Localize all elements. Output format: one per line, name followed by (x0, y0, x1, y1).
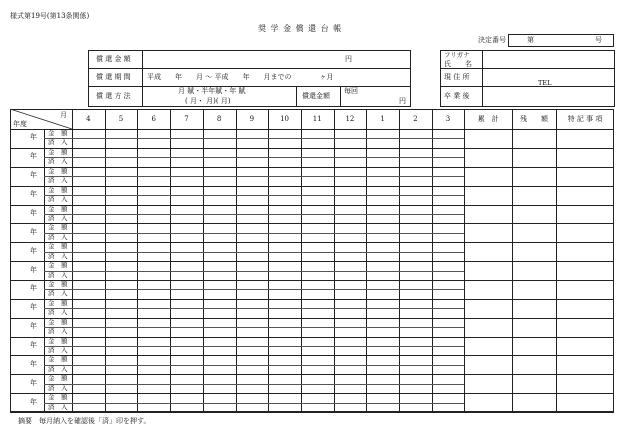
row-year-label: 年 (30, 246, 37, 255)
row-paid-label: 済 入 (48, 157, 68, 166)
month-col-4: 4 (86, 115, 91, 123)
row-amount-label: 金 額 (48, 317, 68, 326)
row-paid-label: 済 入 (48, 195, 68, 203)
row-paid-label: 済 入 (48, 346, 68, 354)
address-label: 現 住 所 (444, 73, 470, 81)
month-col-1: 1 (380, 115, 385, 123)
row-year-label: 年 (30, 190, 37, 198)
row-amount-label: 金 額 (48, 393, 68, 402)
footnote: 摘要 毎月納入を確認後「済」印を押す。 (18, 417, 151, 425)
row-amount-label: 金 額 (48, 261, 68, 270)
row-year-label: 年 (30, 322, 37, 331)
decision-suffix: 号 (595, 36, 602, 44)
method-months: ( 月・ 月)( 月) (185, 97, 231, 105)
row-year-label: 年 (30, 227, 37, 236)
row-year-label: 年 (30, 397, 37, 406)
row-amount-label: 金 額 (48, 279, 68, 288)
row-year-label: 年 (30, 341, 37, 349)
tel-label: TEL (538, 79, 552, 87)
method-label: 償 還 方 法 (96, 92, 131, 100)
summary-header-1: 残 額 (520, 115, 548, 123)
month-col-5: 5 (118, 115, 124, 123)
row-amount-label: 金 額 (48, 166, 68, 175)
row-year-label: 年 (30, 133, 37, 142)
month-col-2: 2 (413, 115, 418, 123)
decision-label: 決定番号 (478, 36, 506, 44)
name-label: 氏 名 (444, 60, 472, 68)
page-title: 奨 学 金 償 還 台 帳 (258, 24, 343, 33)
row-paid-label: 済 入 (48, 251, 68, 260)
row-paid-label: 済 入 (48, 176, 68, 185)
each-label: 毎回 (344, 87, 358, 95)
summary-header-2: 特 記 事 項 (567, 115, 603, 123)
row-amount-label: 金 額 (48, 223, 68, 232)
row-year-label: 年 (30, 265, 37, 274)
row-paid-label: 済 入 (48, 308, 68, 317)
summary-header-0: 累 計 (477, 115, 499, 123)
row-paid-label: 済 入 (48, 138, 68, 147)
amount-unit: 円 (345, 55, 352, 63)
row-amount-label: 金 額 (48, 204, 68, 213)
amount-label: 償 還 金 額 (96, 55, 131, 63)
row-amount-label: 金 額 (48, 185, 68, 194)
row-amount-label: 金 額 (48, 129, 68, 137)
month-col-12: 12 (345, 115, 355, 123)
row-paid-label: 済 入 (48, 327, 68, 336)
row-amount-label: 金 額 (48, 147, 68, 156)
form-id: 様式第19号(第13条関係) (10, 12, 90, 20)
month-col-7: 7 (184, 115, 189, 123)
month-col-11: 11 (312, 115, 322, 123)
month-col-10: 10 (280, 115, 289, 123)
each-unit: 円 (399, 97, 406, 105)
method-options: 月 賦・半年賦・年 賦 (178, 87, 246, 95)
row-paid-label: 済 入 (48, 213, 68, 222)
row-amount-label: 金 額 (48, 374, 68, 383)
row-amount-label: 金 額 (48, 242, 68, 251)
row-year-label: 年 (30, 303, 37, 312)
row-paid-label: 済 入 (48, 364, 68, 373)
row-paid-label: 済 入 (48, 232, 68, 241)
row-paid-label: 済 入 (48, 270, 68, 279)
period-text: 平成 年 月 ～ 平成 年 月までの ヶ月 (147, 73, 334, 81)
row-paid-label: 済 入 (48, 383, 68, 392)
row-amount-label: 金 額 (48, 298, 68, 307)
month-col-8: 8 (216, 115, 222, 123)
row-year-label: 年 (30, 208, 37, 217)
repay-amount-label: 償還金額 (302, 92, 330, 100)
row-year-label: 年 (30, 378, 37, 387)
decision-number-field[interactable] (508, 34, 614, 47)
year-header: 年度 (13, 120, 27, 128)
period-label: 償 還 期 間 (96, 73, 131, 81)
month-col-6: 6 (151, 115, 156, 123)
row-year-label: 年 (30, 284, 37, 293)
row-year-label: 年 (30, 359, 37, 368)
row-paid-label: 済 入 (48, 289, 68, 298)
after-graduation-label: 卒 業 後 (444, 92, 470, 100)
furigana-label: フリガナ (444, 51, 470, 59)
row-amount-label: 金 額 (48, 336, 68, 345)
row-amount-label: 金 額 (48, 355, 68, 364)
row-year-label: 年 (30, 152, 37, 161)
month-col-9: 9 (249, 115, 255, 123)
month-header: 月 (60, 111, 67, 119)
row-paid-label: 済 入 (48, 402, 68, 411)
row-year-label: 年 (30, 171, 37, 180)
decision-prefix: 第 (527, 36, 534, 44)
month-col-3: 3 (445, 115, 451, 123)
